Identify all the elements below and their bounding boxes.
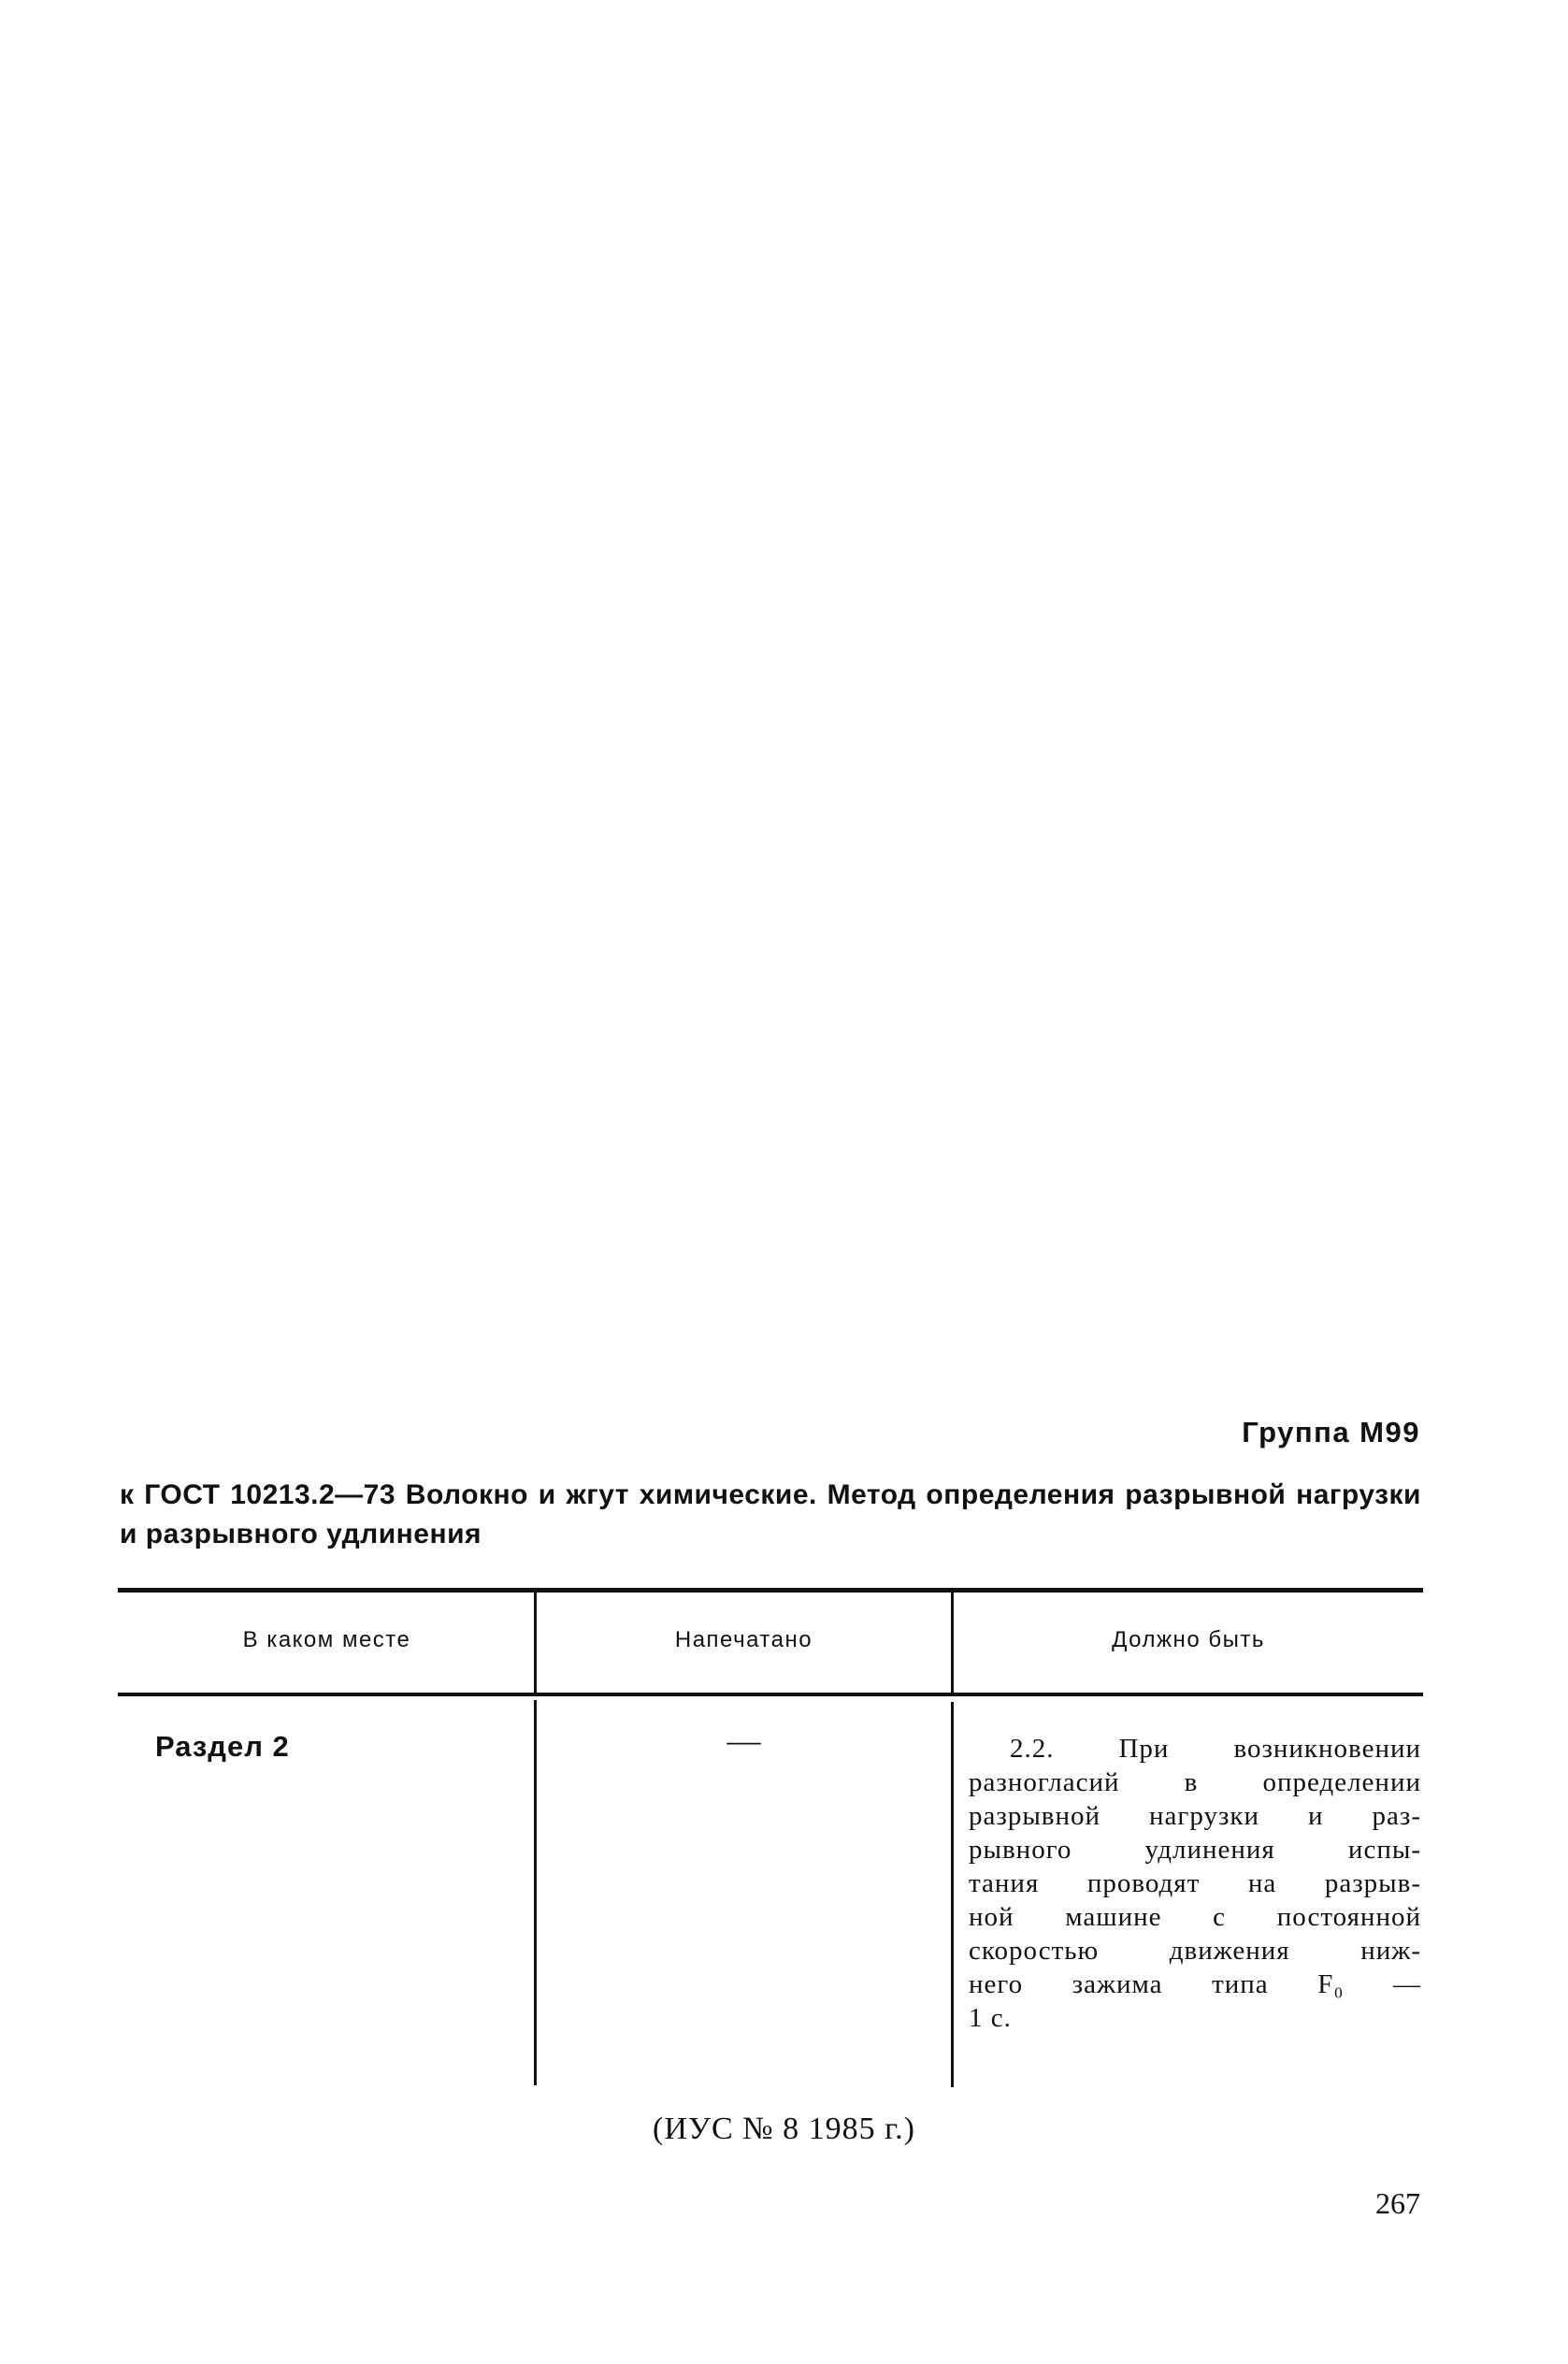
correct-line: рывного удлинения испы- [969,1835,1421,1865]
column-header-printed: Напечатано [674,1627,813,1652]
correct-line: ной машине с постоянной [969,1902,1421,1932]
cell-correct [969,1732,1421,2035]
correct-line: скоростью движения ниж- [969,1936,1421,1966]
correct-line: 1 с. [969,2003,1012,2033]
cell-place: Раздел 2 [155,1730,290,1763]
column-header-correct: Должно быть [1112,1627,1265,1652]
cell-printed: — [726,1722,761,1759]
table-body-divider-2 [951,1702,954,2087]
correct-line: 2.2. При возникновении [1010,1734,1421,1764]
document-title: к ГОСТ 10213.2—73 Волокно и жгут химические. Метод определения разрывной нагрузки и разрывного удлинения [120,1479,1421,1550]
correct-line: разногласий в определении [969,1767,1421,1797]
correct-line: него зажима типа F₀ — [969,1969,1421,1999]
group-label: Группа М99 [1242,1416,1420,1449]
table-header-rule [118,1693,1423,1696]
page-number: 267 [1375,2186,1420,2220]
column-header-place: В каком месте [242,1627,411,1652]
table-top-rule [118,1588,1423,1593]
correct-line: разрывной нагрузки и раз- [969,1801,1421,1831]
correct-line: тания проводят на разрыв- [969,1868,1421,1898]
footer-reference: (ИУС № 8 1985 г.) [653,2112,915,2146]
